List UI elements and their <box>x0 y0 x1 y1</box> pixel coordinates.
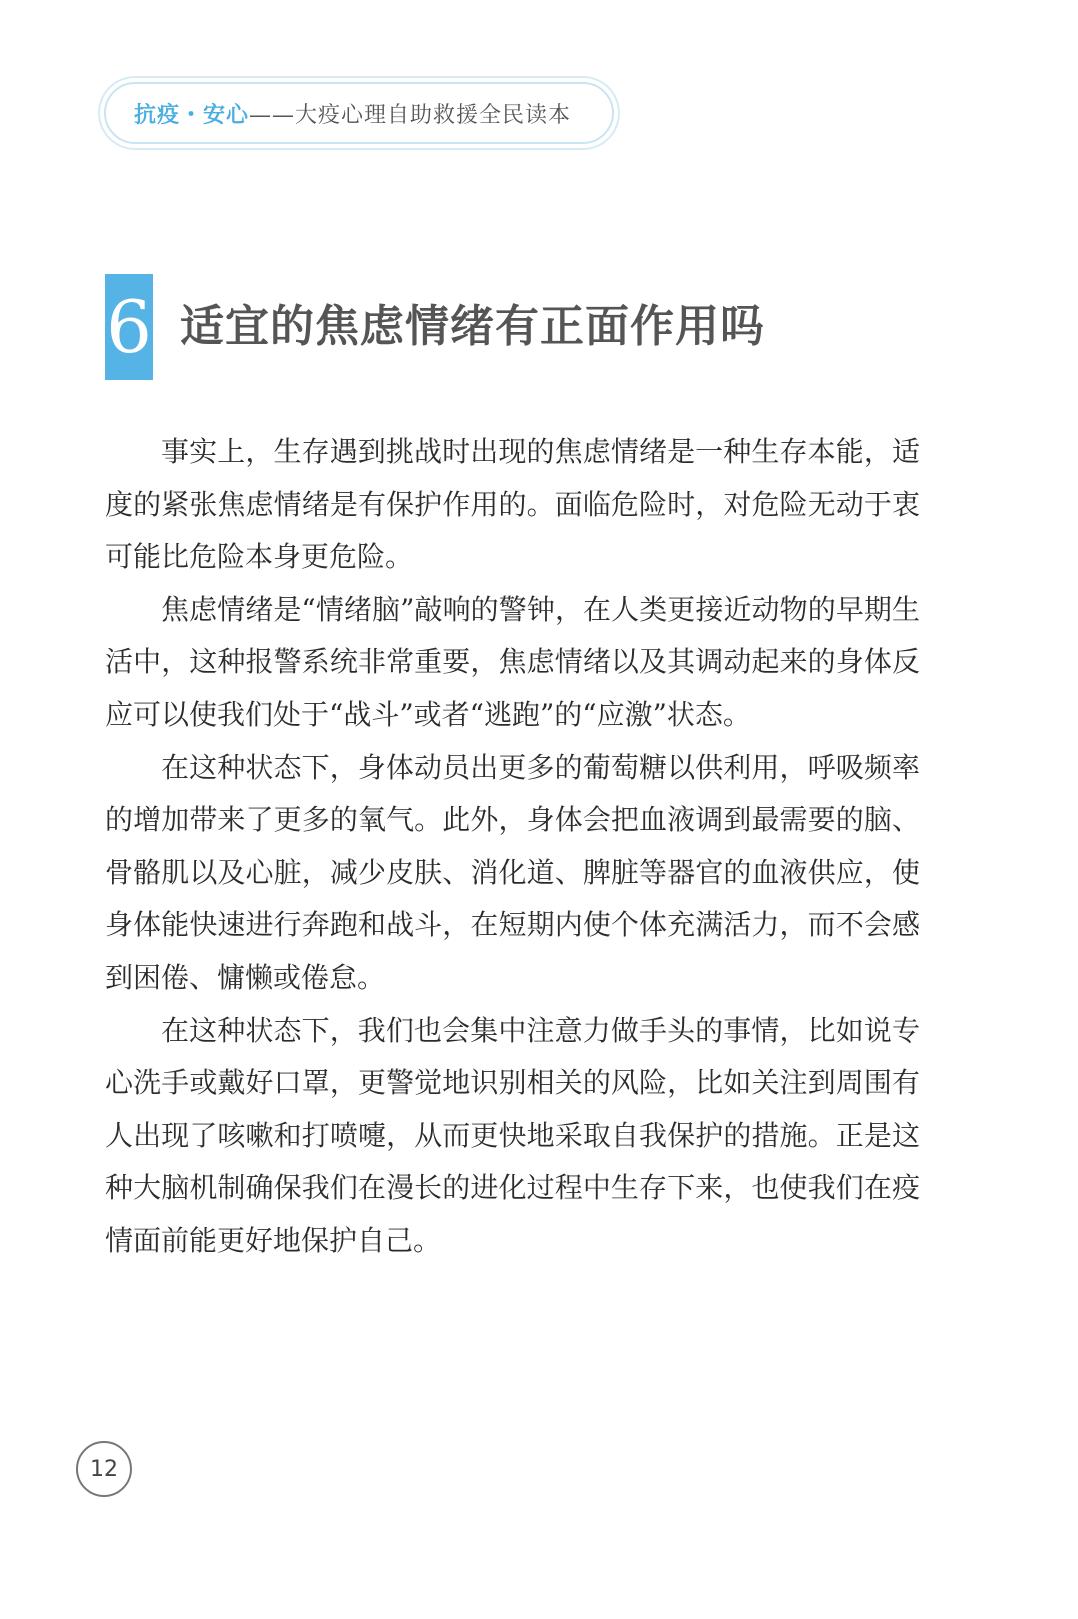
paragraph-4: 在这种状态下，我们也会集中注意力做手头的事情，比如说专心洗手或戴好口罩，更警觉地识别相关的风险，比如关注到周围有人出现了咳嗽和打喷嚏，从而更快地采取自我保护的措施。正是这种大脑机制确保我们在漫长的进化过程中生存下来，也使我们在疫情面前能更好地保护自己。 <box>105 1013 920 1257</box>
page-number: 12 <box>76 1441 132 1497</box>
header-series-title: 抗疫・安心 <box>134 102 250 128</box>
section-number: 6 <box>106 285 152 369</box>
section-title: 适宜的焦虑情绪有正面作用吗 <box>180 301 765 352</box>
body-text <box>105 426 920 1268</box>
paragraph-2: 焦虑情绪是“情绪脑”敲响的警钟，在人类更接近动物的早期生活中，这种报警系统非常重要，焦虑情绪以及其调动起来的身体反应可以使我们处于“战斗”或者“逃跑”的“应激”状态。 <box>105 592 920 731</box>
running-header <box>104 82 614 144</box>
section-number-block <box>105 274 153 380</box>
paragraph-3: 在这种状态下，身体动员出更多的葡萄糖以供利用，呼吸频率的增加带来了更多的氧气。此外，身体会把血液调到最需要的脑、骨骼肌以及心脏，减少皮肤、消化道、脾脏等器官的血液供应，使身体能快速进行奔跑和战斗，在短期内使个体充满活力，而不会感到困倦、慵懒或倦怠。 <box>105 750 920 994</box>
header-book-title: ——大疫心理自助救援全民读本 <box>249 102 572 128</box>
paragraph-1: 事实上，生存遇到挑战时出现的焦虑情绪是一种生存本能，适度的紧张焦虑情绪是有保护作用的。面临危险时，对危险无动于衷可能比危险本身更危险。 <box>105 435 920 574</box>
